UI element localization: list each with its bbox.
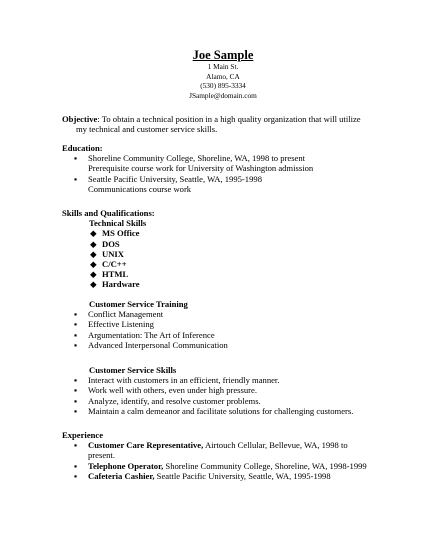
job-title: Telephone Operator, (88, 460, 164, 471)
technical-skills-heading: Technical Skills (89, 218, 147, 229)
education-item-line1: Shoreline Community College, Shoreline, WA, 1998 to present (88, 153, 306, 164)
education-list (74, 153, 392, 194)
technical-skills-list (90, 228, 402, 289)
customer-service-training-list (74, 309, 414, 350)
square-bullet-icon: ▪ (74, 385, 78, 396)
customer-service-skills-section (74, 365, 419, 416)
diamond-bullet-icon: ◆ (90, 238, 97, 249)
customer-service-skills-heading: Customer Service Skills (89, 365, 177, 375)
list-item: ◆ C/C++ (90, 259, 127, 270)
objective-label: Objective (62, 114, 98, 124)
job-detail: Airtouch Cellular, Bellevue, WA, 1998 to (203, 440, 348, 451)
square-bullet-icon: ▪ (74, 470, 78, 481)
email-address: JSample@domain.com (189, 90, 257, 100)
square-bullet-icon: ▪ (74, 319, 78, 330)
customer-service-training-heading: Customer Service Training (89, 299, 188, 309)
objective-section (62, 114, 392, 134)
list-item: ▪ Effective Listening (74, 319, 154, 330)
list-item: ▪ Conflict Management (74, 309, 164, 320)
list-item: ◆ MS Office (90, 228, 140, 239)
square-bullet-icon: ▪ (74, 309, 78, 320)
square-bullet-icon: ▪ (74, 339, 78, 350)
square-bullet-icon: ▪ (74, 440, 78, 451)
job-title: Cafeteria Cashier, (88, 470, 155, 481)
square-bullet-icon: ▪ (74, 329, 78, 340)
customer-service-training-section (74, 299, 414, 350)
resume-header (0, 49, 446, 100)
square-bullet-icon: ▪ (74, 375, 78, 386)
list-item: ◆ UNIX (90, 248, 124, 259)
address-line-2: Alamo, CA (206, 71, 240, 81)
diamond-bullet-icon: ◆ (90, 248, 97, 259)
list-item: ▪ Advanced Interpersonal Communication (74, 339, 228, 350)
list-item: ◆ HTML (90, 269, 129, 280)
skills-heading: Skills and Qualifications: (62, 208, 155, 218)
list-item (74, 153, 392, 173)
list-item (74, 440, 407, 460)
list-item (74, 471, 407, 481)
phone-number: (530) 895-3334 (200, 81, 246, 91)
list-item: ◆ DOS (90, 238, 120, 249)
diamond-bullet-icon: ◆ (90, 228, 97, 239)
candidate-name: Joe Sample (192, 48, 254, 62)
square-bullet-icon: ▪ (74, 153, 78, 164)
square-bullet-icon: ▪ (74, 460, 78, 471)
objective-text-2: my technical and customer service skills. (76, 124, 218, 135)
square-bullet-icon: ▪ (74, 405, 78, 416)
list-item: ▪ Argumentation: The Art of Inference (74, 329, 215, 340)
address-line-1: 1 Main St. (207, 62, 239, 71)
education-heading: Education: (62, 143, 103, 153)
experience-section (62, 430, 407, 481)
education-item-line2: Prerequisite course work for University of Washington admission (88, 163, 314, 174)
objective-text-1: : To obtain a technical position in a high quality organization that will utilize (97, 114, 361, 124)
job-detail: Seattle Pacific University, Seattle, WA, 1995-1998 (154, 470, 331, 481)
list-item (74, 174, 392, 194)
list-item: ▪ Maintain a calm demeanor and facilitate solutions for challenging customers. (74, 405, 354, 416)
diamond-bullet-icon: ◆ (90, 279, 97, 290)
education-item-line1: Seattle Pacific University, Seattle, WA, 1995-1998 (88, 173, 262, 184)
job-title: Customer Care Representative, (88, 440, 204, 451)
diamond-bullet-icon: ◆ (90, 269, 97, 280)
diamond-bullet-icon: ◆ (90, 259, 97, 270)
list-item: ▪ Interact with customers in an efficient, friendly manner. (74, 375, 280, 386)
list-item: ▪ Analyze, identify, and resolve customer problems. (74, 395, 261, 406)
experience-list (74, 440, 407, 481)
education-item-line2: Communications course work (88, 183, 192, 194)
job-detail-continued: present. (88, 450, 115, 461)
list-item (74, 461, 407, 471)
education-section (62, 143, 392, 194)
square-bullet-icon: ▪ (74, 173, 78, 184)
job-detail: Shoreline Community College, Shoreline, WA, 1998-1999 (163, 460, 367, 471)
experience-heading: Experience (62, 430, 104, 440)
list-item: ◆ Hardware (90, 279, 140, 290)
list-item: ▪ Work well with others, even under high pressure. (74, 385, 257, 396)
square-bullet-icon: ▪ (74, 395, 78, 406)
skills-section (62, 208, 402, 290)
customer-service-skills-list (74, 375, 419, 416)
